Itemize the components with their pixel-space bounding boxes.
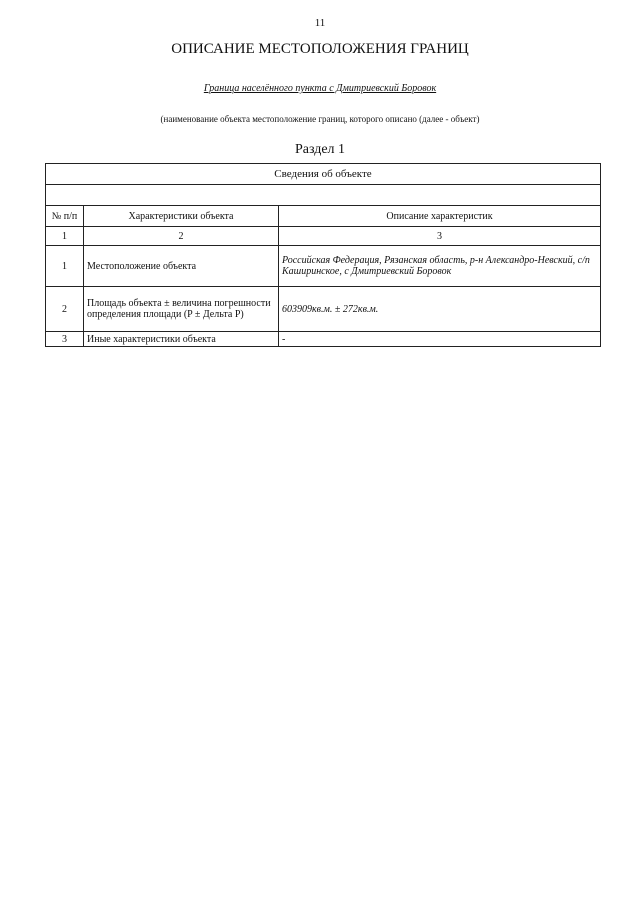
object-info-table <box>45 163 601 347</box>
header-characteristic: Характеристики объекта <box>84 206 279 227</box>
row-description: 603909кв.м. ± 272кв.м. <box>279 287 601 332</box>
table-row <box>46 246 601 287</box>
table-row <box>46 332 601 347</box>
section-title: Раздел 1 <box>294 142 346 157</box>
column-number: 1 <box>46 227 84 246</box>
header-number: № п/п <box>46 206 84 227</box>
document-title: ОПИСАНИЕ МЕСТОПОЛОЖЕНИЯ ГРАНИЦ <box>171 41 469 57</box>
row-characteristic: Иные характеристики объекта <box>84 332 279 347</box>
page-number: 11 <box>314 17 326 29</box>
table-caption-row <box>46 164 601 185</box>
table-row <box>46 287 601 332</box>
object-name-caption: (наименование объекта местоположение границ, которого описано (далее - объект) <box>160 114 480 124</box>
row-description: - <box>279 332 601 347</box>
table-caption: Сведения об объекте <box>46 164 601 185</box>
column-number: 3 <box>279 227 601 246</box>
row-characteristic: Местоположение объекта <box>84 246 279 287</box>
row-characteristic: Площадь объекта ± величина погрешности определения площади (P ± Дельта P) <box>84 287 279 332</box>
row-description: Российская Федерация, Рязанская область, р-н Александро-Невский, с/п Каширинское, с Дмитриевский Боровок <box>279 246 601 287</box>
empty-cell <box>46 185 601 206</box>
column-number: 2 <box>84 227 279 246</box>
table-column-number-row <box>46 227 601 246</box>
table-header-row <box>46 206 601 227</box>
row-number: 1 <box>46 246 84 287</box>
header-description: Описание характеристик <box>279 206 601 227</box>
table-empty-row <box>46 185 601 206</box>
row-number: 3 <box>46 332 84 347</box>
object-name: Граница населённого пункта с Дмитриевский Боровок <box>203 83 437 94</box>
row-number: 2 <box>46 287 84 332</box>
